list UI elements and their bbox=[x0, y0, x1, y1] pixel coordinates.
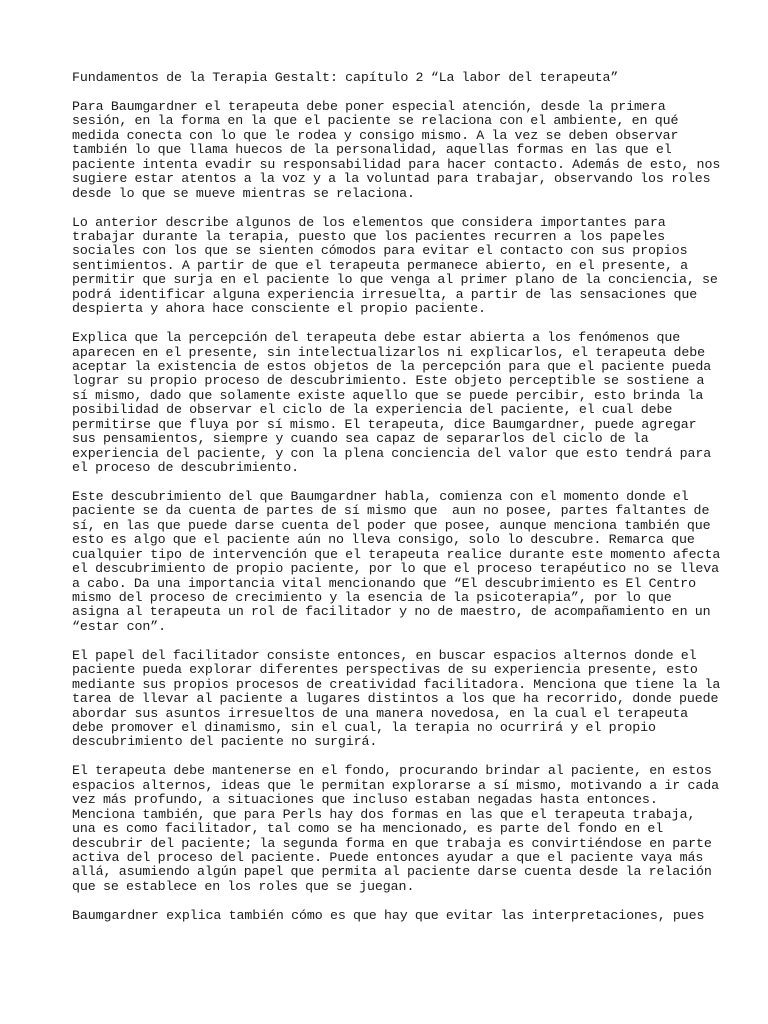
text-line: paciente intenta evadir su responsabilidad para hacer contacto. Además de esto, nos bbox=[72, 156, 721, 172]
paragraph-7 bbox=[72, 909, 712, 923]
document-body bbox=[72, 70, 721, 938]
text-line: posibilidad de observar el ciclo de la experiencia del paciente, el cual debe bbox=[72, 402, 673, 418]
text-line: Menciona también, que para Perls hay dos formas en las que el terapeuta trabaja, bbox=[72, 806, 696, 822]
text-line: descubrimiento del paciente no surgirá. bbox=[72, 734, 378, 750]
text-line: despierta y ahora hace consciente el propio paciente. bbox=[72, 301, 486, 317]
text-line: Explica que la percepción del terapeuta debe estar abierta a los fenómenos que bbox=[72, 330, 681, 346]
paragraph-6 bbox=[72, 763, 720, 894]
text-line: paciente pueda explorar diferentes perspectivas de su experiencia presente, esto bbox=[72, 662, 698, 678]
text-line: permitirse que fluya por sí mismo. El terapeuta, dice Baumgardner, puede agregar bbox=[72, 416, 697, 432]
text-line: El terapeuta debe mantenerse en el fondo, procurando brindar al paciente, en estos bbox=[72, 763, 712, 779]
text-line: vez más profundo, a situaciones que incluso estaban negadas hasta entonces. bbox=[72, 792, 658, 808]
text-line: cualquier tipo de intervención que el terapeuta realice durante este momento afecta bbox=[72, 546, 721, 562]
text-line: Este descubrimiento del que Baumgardner habla, comienza con el momento donde el bbox=[72, 488, 689, 504]
text-line: permitir que surja en el paciente lo que venga al primer plano de la conciencia, se bbox=[72, 272, 718, 288]
document-title: Fundamentos de la Terapia Gestalt: capítulo 2 “La labor del terapeuta” bbox=[72, 70, 619, 85]
text-line: tarea de llevar al paciente a lugares distintos a los que ha recorrido, donde puede bbox=[72, 691, 719, 707]
text-line: mediante sus propios procesos de creatividad facilitadora. Menciona que tiene la la bbox=[72, 676, 721, 692]
text-line: asigna al terapeuta un rol de facilitador y no de maestro, de acompañamiento en un bbox=[72, 604, 711, 620]
text-line: debe promover el dinamismo, sin el cual, la terapia no ocurrirá y el propio bbox=[72, 720, 656, 736]
text-line: activa del proceso del paciente. Puede entonces ayudar a que el paciente vaya más bbox=[72, 850, 704, 866]
text-line: lograr su propio proceso de descubrimiento. Este objeto perceptible se sostiene a bbox=[72, 373, 705, 389]
text-line: El papel del facilitador consiste entonces, en buscar espacios alternos donde el bbox=[72, 647, 697, 663]
text-line: que se establece en los roles que se juegan. bbox=[72, 878, 415, 894]
text-line: Para Baumgardner el terapeuta debe poner especial atención, desde la primera bbox=[72, 98, 666, 114]
text-line: podrá identificar alguna experiencia irresuelta, a partir de las sensaciones que bbox=[72, 286, 698, 302]
text-line: medida conecta con lo que le rodea y consigo mismo. A la vez se deben observar bbox=[72, 127, 679, 143]
text-line: espacios alternos, ideas que le permitan explorarse a sí mismo, motivando a ir cada bbox=[72, 777, 720, 793]
text-line: sí mismo, dado que solamente existe aquello que se puede percibir, esto brinda la bbox=[72, 387, 704, 403]
text-line: experiencia del paciente, y con la plena conciencia del valor que esto tendrá para bbox=[72, 445, 712, 461]
text-line: a cabo. Da una importancia vital mencionando que “El descubrimiento es El Centro bbox=[72, 575, 696, 591]
text-line: sí, en las que puede darse cuenta del poder que posee, aunque menciona también que bbox=[72, 517, 711, 533]
paragraph-2 bbox=[72, 214, 718, 317]
text-line: sus pensamientos, siempre y cuando sea capaz de separarlos del ciclo de la bbox=[72, 431, 649, 447]
text-line: aparecen en el presente, sin intelectualizarlos ni explicarlos, el terapeuta debe bbox=[72, 344, 706, 360]
text-line: esto es algo que el paciente aún no lleva consigo, solo lo descubre. Remarca que bbox=[72, 532, 695, 548]
paragraph-4 bbox=[72, 488, 721, 634]
text-line: trabajar durante la terapia, puesto que los pacientes recurren a los papeles bbox=[72, 228, 665, 244]
text-line: “estar con”. bbox=[72, 618, 167, 634]
text-line: Baumgardner explica también cómo es que hay que evitar las interpretaciones, pues bbox=[72, 907, 705, 923]
text-line: mismo del proceso de crecimiento y la esencia de la psicoterapia”, por lo que bbox=[72, 590, 672, 606]
text-line: aceptar la existencia de estos objetos de la percepción para que el paciente pueda bbox=[72, 358, 712, 374]
text-line: el proceso de descubrimiento. bbox=[72, 460, 299, 476]
text-line: abordar sus asuntos irresueltos de una manera novedosa, en la cual el terapeuta bbox=[72, 705, 689, 721]
text-line: allá, asumiendo algún papel que permita al paciente darse cuenta desde la relación bbox=[72, 864, 712, 880]
text-line: desde lo que se mueve mientras se relaciona. bbox=[72, 185, 415, 201]
paragraph-5 bbox=[72, 647, 721, 750]
text-line: el descubrimiento de propio paciente, por lo que el proceso terapéutico no se lleva bbox=[72, 561, 720, 577]
text-line: paciente se da cuenta de partes de sí mismo que aun no posee, partes faltantes de bbox=[72, 503, 710, 519]
text-line: descubrir del paciente; la segunda forma en que trabaja es convirtiéndose en parte bbox=[72, 835, 712, 851]
paragraph-3 bbox=[72, 331, 712, 475]
text-line: Lo anterior describe algunos de los elementos que considera importantes para bbox=[72, 214, 666, 230]
text-line: también lo que llama huecos de la personalidad, aquellas formas en las que el bbox=[72, 142, 672, 158]
text-line: sentimientos. A partir de que el terapeuta permanece abierto, en el presente, a bbox=[72, 257, 689, 273]
text-line: sesión, en la forma en la que el paciente se relaciona con el ambiente, en qué bbox=[72, 113, 679, 129]
text-line: sociales con los que se sienten cómodos para evitar el contacto con sus propios bbox=[72, 243, 688, 259]
text-line: sugiere estar atentos a la voz y a la voluntad para trabajar, observando los roles bbox=[72, 171, 711, 187]
paragraph-1 bbox=[72, 98, 721, 201]
text-line: una es como facilitador, tal como se ha mencionado, es parte del fondo en el bbox=[72, 821, 664, 837]
